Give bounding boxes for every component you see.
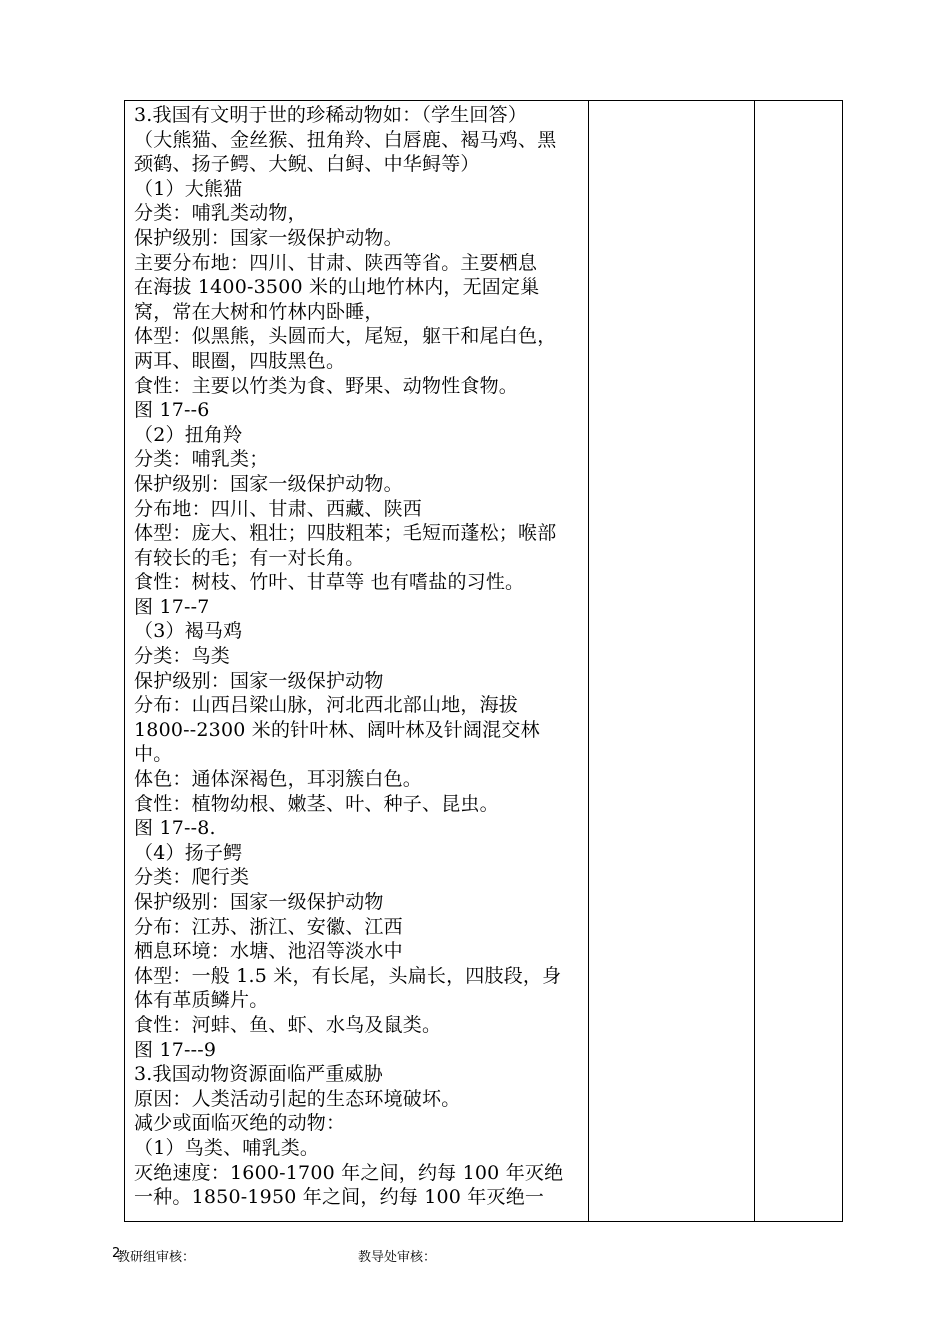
text-line: 3.我国有文明于世的珍稀动物如：（学生回答） [134,104,528,126]
text-line: 分布地：四川、甘肃、西藏、陕西 [134,497,423,520]
text-line: 图 17--7 [134,595,210,618]
text-line: 保护级别：国家一级保护动物。 [134,226,403,249]
text-line: 分类：哺乳类动物， [134,202,307,225]
notes-column [589,101,755,1221]
text-line: （1）鸟类、哺乳类。 [134,1136,320,1159]
text-line: 两耳、眼圈，四肢黑色。 [134,349,346,372]
lesson-table [124,100,843,1222]
text-line: （4）扬子鳄 [134,841,243,864]
content-column [125,101,589,1221]
text-line: 分类：哺乳类； [134,448,269,471]
text-line: 图 17--6 [134,399,210,422]
text-line: 体色：通体深褐色，耳羽簇白色。 [134,768,423,791]
text-line: 3.我国动物资源面临严重威胁 [134,1063,383,1086]
text-line: 窝，常在大树和竹林内卧睡， [134,300,384,323]
text-line: 灭绝速度：1600-1700 年之间，约每 100 年灭绝 [134,1161,564,1184]
text-line: 体有革质鳞片。 [134,989,269,1012]
text-line: （2）扭角羚 [134,423,243,446]
text-line: 在海拔 1400-3500 米的山地竹林内，无固定巢 [134,276,540,299]
text-line: 分类：鸟类 [134,645,231,668]
text-line: 原因：人类活动引起的生态环境破坏。 [134,1087,461,1110]
text-line: 颈鹤、扬子鳄、大鲵、白鲟、中华鲟等） [134,153,480,176]
text-line: 主要分布地：四川、甘肃、陕西等省。主要栖息 [134,251,538,274]
text-line: 减少或面临灭绝的动物： [134,1112,346,1135]
text-line: 图 17---9 [134,1038,217,1061]
text-line: 分布：江苏、浙江、安徽、江西 [134,915,403,938]
text-line: 中。 [134,743,173,766]
remarks-column [755,101,842,1221]
review-office-label: 教导处审核： [358,1250,437,1265]
text-line: 体型：庞大、粗壮；四肢粗苯；毛短而蓬松；喉部 [134,522,557,545]
text-line: 食性：树枝、竹叶、甘草等 也有嗜盐的习性。 [134,571,525,594]
text-line: 一种。1850-1950 年之间，约每 100 年灭绝一 [134,1186,545,1209]
text-line: 栖息环境：水塘、池沼等淡水中 [134,940,403,963]
review-group-label: 教研组审核： [117,1250,196,1265]
text-line: 图 17--8. [134,817,216,840]
page-number: 2 [112,1246,121,1261]
text-line: （1）大熊猫 [134,177,243,200]
text-line: 分布：山西吕梁山脉，河北西北部山地，海拔 [134,694,519,717]
text-line: 体型：似黑熊，头圆而大，尾短，躯干和尾白色， [134,325,557,348]
text-line: 食性：河蚌、鱼、虾、水鸟及鼠类。 [134,1013,442,1036]
text-line: （3）褐马鸡 [134,620,243,643]
text-line: 食性：主要以竹类为食、野果、动物性食物。 [134,374,519,397]
text-line: 体型：一般 1.5 米，有长尾，头扁长，四肢段，身 [134,964,562,987]
text-line: 食性：植物幼根、嫩茎、叶、种子、昆虫。 [134,792,499,815]
text-line: 有较长的毛；有一对长角。 [134,546,365,569]
text-line: 保护级别：国家一级保护动物 [134,669,384,692]
text-line: 分类：爬行类 [134,866,250,889]
text-line: 1800--2300 米的针叶林、阔叶林及针阔混交林 [134,718,540,741]
text-line: （大熊猫、金丝猴、扭角羚、白唇鹿、褐马鸡、黑 [134,128,557,151]
text-line: 保护级别：国家一级保护动物。 [134,472,403,495]
text-line: 保护级别：国家一级保护动物 [134,891,384,913]
